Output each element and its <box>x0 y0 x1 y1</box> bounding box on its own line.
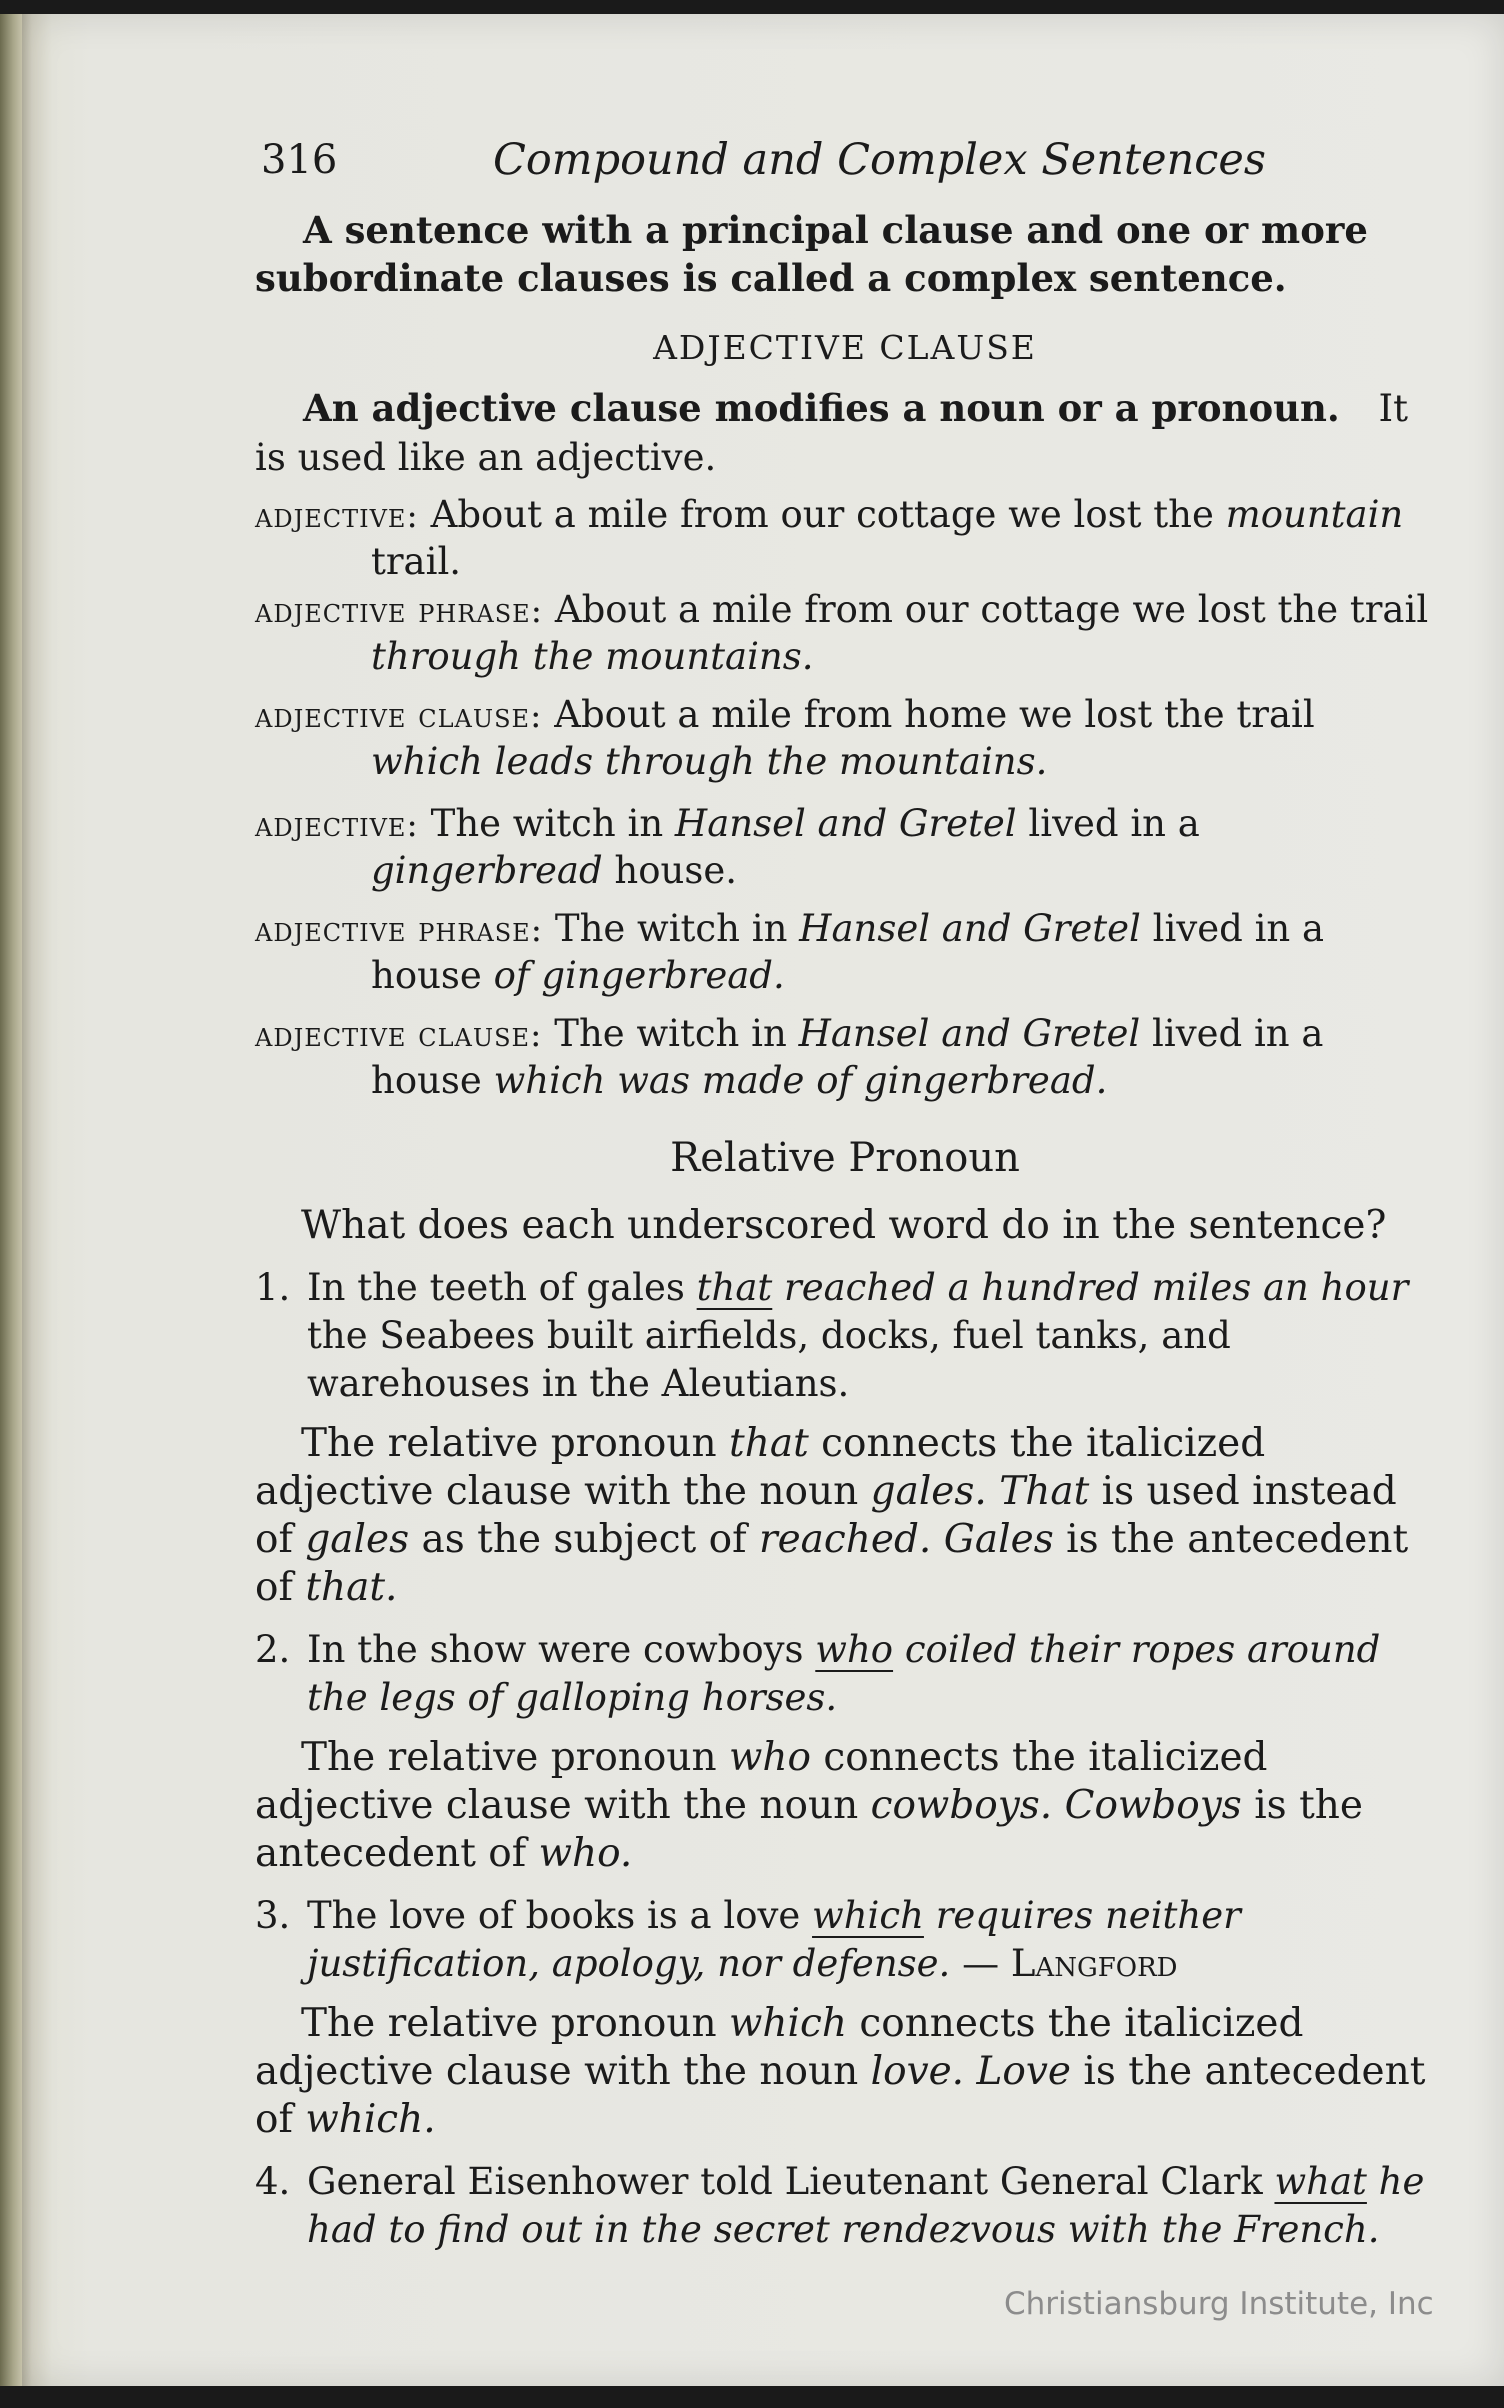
explain-italic: who <box>729 1735 812 1780</box>
explain-italic: which <box>729 2001 847 2046</box>
item-text <box>307 1264 1435 1408</box>
example-adjective-phrase-2 <box>255 906 1435 999</box>
example-label: adjective: <box>255 805 419 845</box>
example-text: trail. <box>371 540 462 583</box>
example-text: The witch in <box>430 802 675 845</box>
page-content <box>255 120 1435 2254</box>
section-heading: ADJECTIVE CLAUSE <box>653 328 1037 367</box>
explain-italic: that. <box>305 1565 398 1610</box>
item-plain: General Eisenhower told Lieutenant General Clark <box>307 2160 1275 2203</box>
example-italic: which was made of gingerbread. <box>493 1059 1108 1102</box>
running-title: Compound and Complex Sentences <box>493 135 1266 185</box>
explain-italic: cowboys. <box>870 1783 1053 1828</box>
explain-text <box>1052 1783 1064 1828</box>
explain-italic: gales. <box>870 1469 987 1514</box>
example-label: adjective phrase: <box>255 910 544 950</box>
explain-text: The relative pronoun <box>301 1421 730 1466</box>
explanation-3 <box>255 2000 1435 2144</box>
example-italic: Hansel and Gretel <box>798 1012 1141 1055</box>
item-text <box>307 1892 1435 1988</box>
explain-italic: which. <box>305 2097 436 2142</box>
explanation-1 <box>255 1420 1435 1612</box>
sub-heading: Relative Pronoun <box>670 1135 1020 1181</box>
example-italic: which leads through the mountains. <box>371 740 1048 783</box>
explain-italic: That <box>999 1469 1090 1514</box>
explain-text: as the subject of <box>409 1517 759 1562</box>
explain-italic: reached. <box>758 1517 932 1562</box>
explain-text: is the antecedent of <box>255 1783 1363 1876</box>
explain-text: is the antecedent of <box>255 1517 1409 1610</box>
item-text <box>307 2158 1435 2254</box>
item-italic: requires neither justification, apology, nor defense. <box>307 1894 1241 1985</box>
definition-paragraph <box>255 384 1435 482</box>
example-text: About a mile from our cottage we lost the trail <box>554 588 1429 631</box>
item-plain: In the show were cowboys <box>307 1628 816 1671</box>
underscored-word: what <box>1274 2160 1367 2203</box>
item-italic: reached a hundred miles an hour <box>772 1266 1409 1309</box>
example-italic: Hansel and Gretel <box>799 907 1141 950</box>
example-text: lived in a house <box>371 1012 1324 1102</box>
explain-text: is used instead of <box>255 1469 1397 1562</box>
explain-text: connects the italicized adjective clause with the noun <box>255 1735 1268 1828</box>
explain-text <box>964 2049 976 2094</box>
example-label: adjective clause: <box>255 1015 543 1055</box>
item-plain: — <box>950 1942 1011 1985</box>
item-plain: In the teeth of gales <box>307 1266 697 1309</box>
example-text: About a mile from our cottage we lost the <box>430 493 1226 536</box>
item-number: 3. <box>255 1894 291 1937</box>
example-adjective-clause-1 <box>255 692 1435 785</box>
example-text: The witch in <box>554 1012 799 1055</box>
explain-italic: love. <box>870 2049 965 2094</box>
book-spine-edge <box>0 14 22 2386</box>
explain-italic: who. <box>538 1831 633 1876</box>
example-text: lived in a <box>1016 802 1200 845</box>
page-number: 316 <box>261 137 338 183</box>
exercise-item-3 <box>255 1892 1435 1988</box>
item-plain: the Seabees built airfields, docks, fuel tanks, and warehouses in the Aleutians. <box>307 1314 1231 1405</box>
explain-italic: Love <box>976 2049 1071 2094</box>
example-text: house. <box>602 849 737 892</box>
intro-paragraph: A sentence with a principal clause and one or more subordinate clauses is called a complex sentence. <box>255 208 1368 300</box>
example-text: lived in a house <box>371 907 1325 997</box>
item-italic: he had to find out in the secret rendezvous with the French. <box>307 2160 1425 2251</box>
explain-italic: gales <box>305 1517 410 1562</box>
item-text <box>307 1626 1435 1722</box>
item-number: 4. <box>255 2160 291 2203</box>
exercise-item-2 <box>255 1626 1435 1722</box>
definition-rest: It is used like an adjective. <box>255 387 1408 479</box>
quote-author: Langford <box>1010 1942 1178 1985</box>
explain-italic: Cowboys <box>1064 1783 1242 1828</box>
explain-text: connects the italicized adjective clause with the noun <box>255 2001 1304 2094</box>
item-italic: coiled their ropes around the legs of galloping horses. <box>307 1628 1381 1719</box>
explain-text: The relative pronoun <box>301 1735 730 1780</box>
definition-bold: An adjective clause modifies a noun or a pronoun. <box>303 386 1340 430</box>
explanation-2 <box>255 1734 1435 1878</box>
underscored-word: who <box>815 1628 894 1671</box>
page-header <box>255 120 1435 206</box>
explain-italic: Gales <box>943 1517 1054 1562</box>
example-italic: of gingerbread. <box>493 954 785 997</box>
exercise-item-4 <box>255 2158 1435 2254</box>
explain-text <box>987 1469 999 1514</box>
explain-text <box>931 1517 943 1562</box>
exercise-item-1 <box>255 1264 1435 1408</box>
example-text: About a mile from home we lost the trail <box>554 693 1315 736</box>
example-label: adjective: <box>255 496 419 536</box>
example-italic: Hansel and Gretel <box>674 802 1017 845</box>
example-text: The witch in <box>554 907 800 950</box>
item-number: 1. <box>255 1266 291 1309</box>
example-label: adjective phrase: <box>255 591 544 631</box>
example-adjective-2 <box>255 801 1435 894</box>
question-text: What does each underscored word do in the sentence? <box>301 1203 1387 1248</box>
explain-text: is the antecedent of <box>255 2049 1426 2142</box>
underscored-word: that <box>696 1266 773 1309</box>
underscored-word: which <box>812 1894 924 1937</box>
explain-italic: that <box>729 1421 809 1466</box>
explain-text: The relative pronoun <box>301 2001 730 2046</box>
example-adjective-phrase-1 <box>255 587 1435 680</box>
explain-text: connects the italicized adjective clause with the noun <box>255 1421 1266 1514</box>
example-adjective-1 <box>255 492 1435 585</box>
example-italic: through the mountains. <box>371 635 814 678</box>
item-number: 2. <box>255 1628 291 1671</box>
item-plain: The love of books is a love <box>307 1894 813 1937</box>
example-italic: gingerbread <box>371 849 603 892</box>
watermark: Christiansburg Institute, Inc <box>1004 2286 1434 2322</box>
example-label: adjective clause: <box>255 696 543 736</box>
example-italic: mountain <box>1225 493 1404 536</box>
example-adjective-clause-2 <box>255 1011 1435 1104</box>
